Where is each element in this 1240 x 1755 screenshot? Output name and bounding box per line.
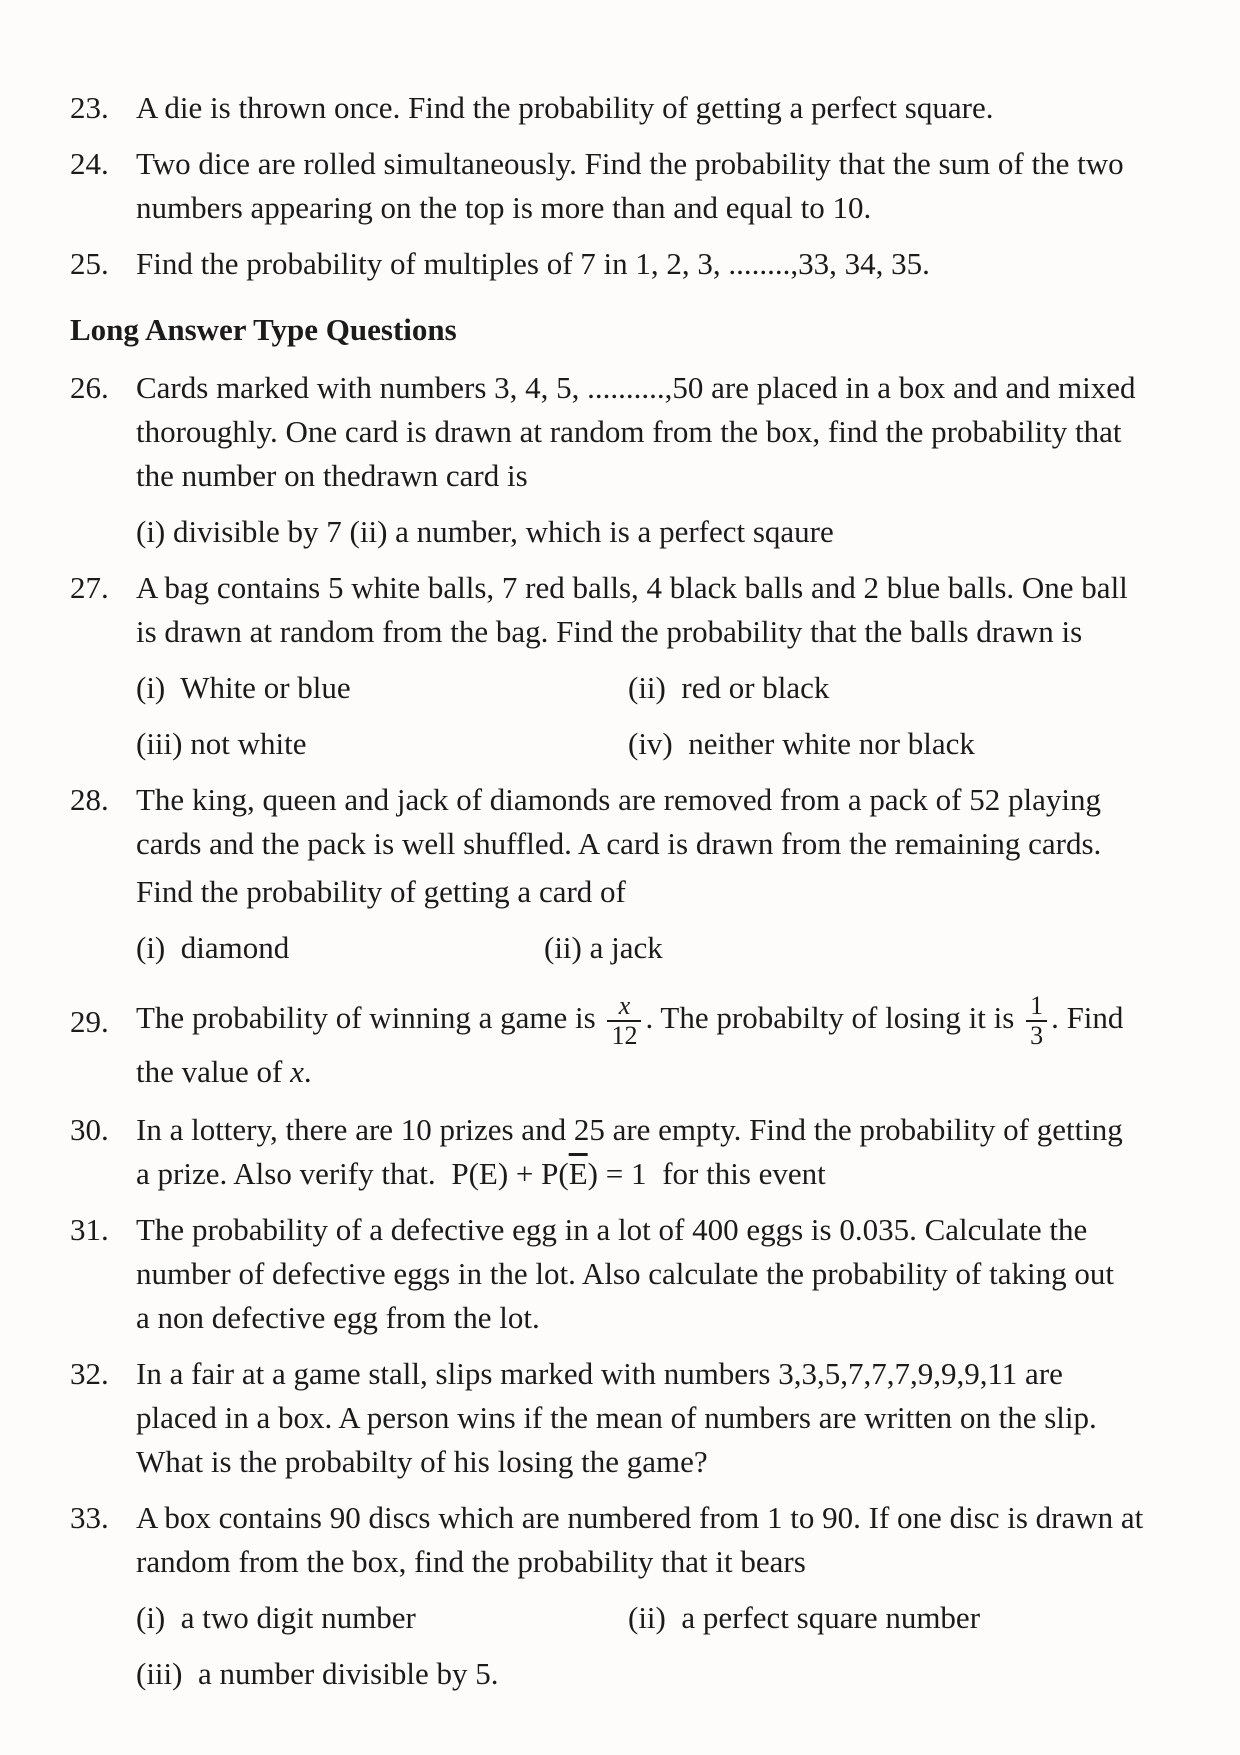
question-text: the value of xyxy=(136,1054,283,1089)
question-number: 28. xyxy=(70,782,109,817)
question-text: for this event xyxy=(662,1156,826,1191)
section-heading: Long Answer Type Questions xyxy=(70,312,457,347)
question-text: . Find xyxy=(1051,1000,1124,1035)
question-text: A box contains 90 discs which are numbered from 1 to 90. If one disc is drawn at xyxy=(136,1500,1144,1535)
question-number: 23. xyxy=(70,90,109,125)
question-number: 32. xyxy=(70,1356,109,1391)
question-part: (i) diamond xyxy=(136,930,290,965)
fraction-denominator: 12 xyxy=(607,1020,641,1050)
question-text: thoroughly. One card is drawn at random from the box, find the probability that xyxy=(136,414,1122,449)
question-part: (i) a two digit number xyxy=(136,1600,416,1635)
question-number: 33. xyxy=(70,1500,109,1535)
fraction-x-over-12 xyxy=(607,992,641,1050)
question-27 xyxy=(70,566,1174,766)
question-30 xyxy=(70,1108,1174,1196)
question-part: (ii) red or black xyxy=(628,670,830,705)
question-parts: (i) divisible by 7 (ii) a number, which is a perfect sqaure xyxy=(136,514,834,549)
question-text: is drawn at random from the bag. Find the probability that the balls drawn is xyxy=(136,614,1083,649)
fraction-numerator: 1 xyxy=(1030,990,1044,1020)
question-text: numbers appearing on the top is more than and equal to 10. xyxy=(136,190,872,225)
question-text: placed in a box. A person wins if the mean of numbers are written on the slip. xyxy=(136,1400,1097,1435)
question-29 xyxy=(70,986,1174,1094)
formula-complement: $\overline{E}$ xyxy=(568,1156,588,1191)
formula-part: ) = 1 xyxy=(587,1156,647,1191)
question-number: 27. xyxy=(70,570,109,605)
formula xyxy=(451,1156,654,1191)
question-number: 25. xyxy=(70,246,109,281)
question-text: In a lottery, there are 10 prizes and 25 are empty. Find the probability of getting xyxy=(136,1112,1123,1147)
question-24 xyxy=(70,142,1174,230)
question-number: 30. xyxy=(70,1112,109,1147)
question-text: A die is thrown once. Find the probability of getting a perfect square. xyxy=(136,90,994,125)
question-text: The probability of a defective egg in a lot of 400 eggs is 0.035. Calculate the xyxy=(136,1212,1088,1247)
question-number: 29. xyxy=(70,1004,109,1039)
question-text: . The probabilty of losing it is xyxy=(645,1000,1015,1035)
question-text: The probability of winning a game is xyxy=(136,1000,596,1035)
question-part: (iii) a number divisible by 5. xyxy=(136,1656,499,1691)
question-text: In a fair at a game stall, slips marked with numbers 3,3,5,7,7,7,9,9,9,11 are xyxy=(136,1356,1063,1391)
question-number: 26. xyxy=(70,370,109,405)
question-text: cards and the pack is well shuffled. A card is drawn from the remaining cards. xyxy=(136,826,1102,861)
fraction-denominator: 3 xyxy=(1026,1020,1047,1050)
question-text: a prize. Also verify that. xyxy=(136,1156,436,1191)
question-text: A bag contains 5 white balls, 7 red balls, 4 black balls and 2 blue balls. One ball xyxy=(136,570,1128,605)
question-text: Find the probability of multiples of 7 in 1, 2, 3, ........,33, 34, 35. xyxy=(136,246,930,281)
question-text: Cards marked with numbers 3, 4, 5, ..........,50 are placed in a box and and mixed xyxy=(136,370,1136,405)
fraction-numerator: x xyxy=(618,990,631,1020)
variable-x: x xyxy=(290,1054,304,1089)
question-part: (ii) a jack xyxy=(544,930,663,965)
question-26 xyxy=(70,366,1174,554)
question-part: (ii) a perfect square number xyxy=(628,1600,981,1635)
question-25 xyxy=(70,242,1174,286)
question-32 xyxy=(70,1352,1174,1484)
question-number: 31. xyxy=(70,1212,109,1247)
question-text: Find the probability of getting a card of xyxy=(136,874,626,909)
fraction-1-over-3 xyxy=(1026,992,1047,1050)
question-part: (i) White or blue xyxy=(136,670,351,705)
question-text: The king, queen and jack of diamonds are removed from a pack of 52 playing xyxy=(136,782,1101,817)
question-text: What is the probabilty of his losing the game? xyxy=(136,1444,708,1479)
question-text: number of defective eggs in the lot. Also calculate the probability of taking out xyxy=(136,1256,1114,1291)
question-23 xyxy=(70,86,1174,130)
question-text: a non defective egg from the lot. xyxy=(136,1300,540,1335)
question-text: the number on thedrawn card is xyxy=(136,458,528,493)
question-28 xyxy=(70,778,1174,970)
question-part: (iv) neither white nor black xyxy=(628,726,975,761)
question-number: 24. xyxy=(70,146,109,181)
formula-part: P(E) + P( xyxy=(451,1156,569,1191)
question-text: . xyxy=(303,1054,312,1089)
question-part: (iii) not white xyxy=(136,726,307,761)
question-text: Two dice are rolled simultaneously. Find the probability that the sum of the two xyxy=(136,146,1124,181)
question-31 xyxy=(70,1208,1174,1340)
question-text: random from the box, find the probability that it bears xyxy=(136,1544,806,1579)
question-33 xyxy=(70,1496,1174,1696)
